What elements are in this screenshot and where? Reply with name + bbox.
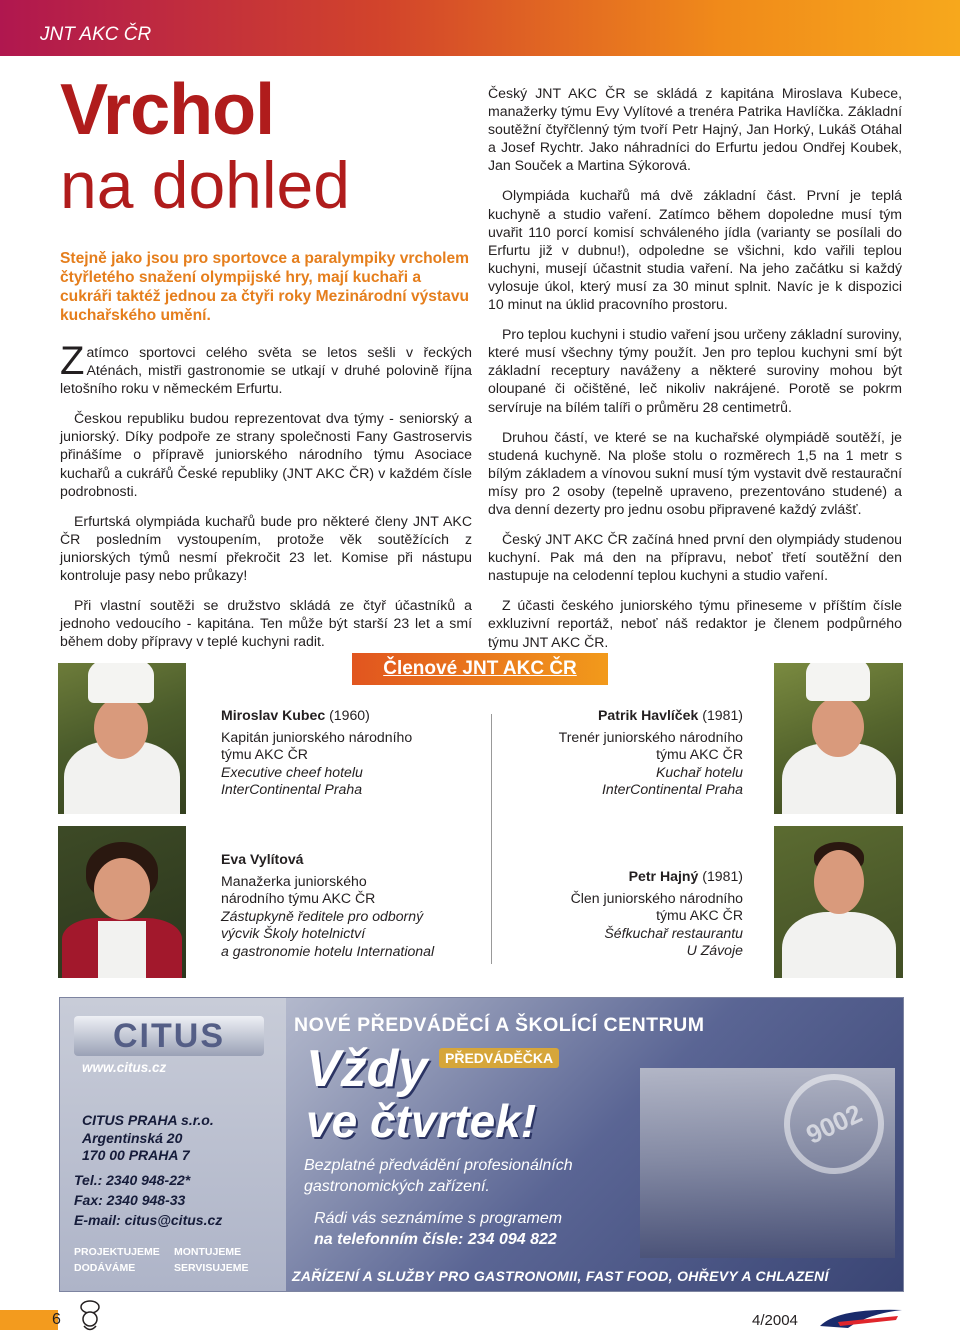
ad-company-name: CITUS PRAHA s.r.o. — [82, 1112, 214, 1128]
member-job: výcvik Školy hotelnictví — [221, 925, 366, 942]
member-role: Kapitán juniorského národního — [221, 728, 413, 745]
white-shirt — [98, 921, 146, 978]
ad-call — [314, 1208, 562, 1250]
member-job: U Závoje — [686, 942, 743, 959]
member-year: (1960) — [329, 707, 370, 723]
citus-logo: CITUS — [74, 1016, 264, 1056]
face — [94, 697, 148, 759]
article-lead: Stejně jako jsou pro sportovce a paralympiky vrcholem čtyřletého snažení olympijské hry, mají kuchaři a cukráři taktéž jednou za čtyři roky Mezinárodní výstavu kuchařského umění. — [60, 250, 470, 324]
member-job: InterContinental Praha — [601, 781, 743, 798]
member-year: (1981) — [702, 707, 743, 723]
member-role: Člen juniorského národního — [570, 889, 743, 906]
photo-eva-vylitova — [58, 826, 186, 978]
paragraph: Pro teplou kuchyni i studio vaření jsou určeny základní suroviny, které musí všechny týmy použít. Jen pro teplou kuchyni smí být základní receptury naváženy a některé suroviny mohou být oloupané či očištěné, leč nikoliv nakrájené. Porotě se pokrm servíruje na bílém talíři o průměru 28 centimetrů. — [488, 326, 902, 415]
ad-service: PROJEKTUJEME — [74, 1246, 160, 1258]
chef-hat — [806, 663, 870, 701]
ad-tel: Tel.: 2340 948-22* — [74, 1172, 191, 1188]
page-number-bar — [0, 1310, 58, 1330]
face — [812, 697, 864, 757]
member-year: (1981) — [702, 868, 743, 884]
ad-street: Argentinská 20 — [82, 1129, 183, 1146]
member-name: Miroslav Kubec — [221, 707, 326, 723]
section-label: JNT AKC ČR — [40, 24, 152, 45]
ad-contact — [74, 1170, 222, 1230]
ad-email: E-mail: citus@citus.cz — [74, 1212, 223, 1228]
member-role: týmu AKC ČR — [221, 746, 308, 763]
ad-services — [74, 1244, 274, 1276]
member-name: Petr Hajný — [628, 868, 699, 884]
member-card-vylitova — [221, 851, 481, 961]
member-job: Zástupkyně ředitele pro odborný — [221, 907, 424, 924]
paragraph: Erfurtská olympiáda kuchařů bude pro některé členy JNT AKC ČR posledním vystoupením, protože věk soutěžících z juniorských týmů nesmí překročit 23 let. Komise při nástupu kontroluje pasy nebo průkazy! — [60, 512, 472, 584]
ad-service: MONTUJEME — [174, 1246, 242, 1258]
ad-badge: PŘEDVÁDĚČKA — [439, 1048, 559, 1068]
ad-headline: NOVÉ PŘEDVÁDĚCÍ A ŠKOLÍCÍ CENTRUM — [294, 1014, 705, 1036]
iso-stamp: 9002 — [768, 1058, 901, 1191]
ad-city: 170 00 PRAHA 7 — [82, 1147, 190, 1163]
issue-number: 4/2004 — [752, 1312, 798, 1329]
citus-advertisement — [59, 997, 904, 1292]
member-role: národního týmu AKC ČR — [221, 890, 376, 907]
chef-hat — [88, 663, 154, 703]
ad-call-line: na telefonním čísle: 234 094 822 — [314, 1231, 557, 1248]
member-role: týmu AKC ČR — [656, 746, 743, 763]
member-job: InterContinental Praha — [221, 781, 363, 798]
chef-mascot-icon — [78, 1300, 102, 1334]
member-job: a gastronomie hotelu International — [221, 942, 435, 959]
photo-miroslav-kubec — [58, 663, 186, 814]
member-name: Patrik Havlíček — [598, 707, 699, 723]
ad-website: www.citus.cz — [82, 1060, 167, 1075]
ad-call-line: Rádi vás seznámíme s programem — [314, 1210, 563, 1227]
ad-slogan-line2: ve čtvrtek! — [306, 1095, 537, 1147]
drop-cap: Z — [60, 339, 85, 383]
member-role: Trenér juniorského národního — [558, 728, 743, 745]
section-header-bar — [0, 0, 960, 56]
page-number: 6 — [52, 1311, 61, 1328]
ad-tagline — [304, 1155, 573, 1197]
divider — [491, 714, 492, 964]
paragraph-text: atímco sportovci celého světa se letos sešli v řeckých Aténách, mistři gastronomie se utkají v druhé polovině října letošního roku v německém Erfurtu. — [60, 344, 472, 397]
face — [814, 850, 864, 914]
member-card-kubec — [221, 707, 481, 799]
paragraph: Český JNT AKC ČR se skládá z kapitána Miroslava Kubece, manažerky týmu Evy Vylítové a trenéra Patrika Havlíčka. Základní soutěžní čtyřčlenný tým tvoří Petr Hajný, Jan Horký, Lukáš Otáhal a Josef Rychtr. Jako náhradníci do Erfurtu jedou Ondřej Koubek, Jan Souček a Martina Sýkorová. — [488, 85, 902, 174]
member-name: Eva Vylítová — [221, 851, 304, 867]
article-title-line1: Vrchol — [60, 70, 275, 150]
ad-fax: Fax: 2340 948-33 — [74, 1192, 186, 1208]
ad-slogan-line1: Vždy — [306, 1040, 428, 1098]
ad-company-address — [82, 1112, 214, 1165]
member-job: Kuchař hotelu — [656, 763, 743, 780]
ad-service: SERVISUJEME — [174, 1262, 249, 1274]
ad-tagline-line: Bezplatné předvádění profesionálních — [304, 1157, 573, 1174]
ad-footer: ZAŘÍZENÍ A SLUŽBY PRO GASTRONOMII, FAST FOOD, OHŘEVY A CHLAZENÍ — [292, 1268, 829, 1284]
photo-patrik-havlicek — [774, 663, 903, 814]
photo-petr-hajny — [774, 826, 903, 978]
member-job: Executive cheef hotelu — [221, 763, 363, 780]
paragraph — [60, 339, 472, 397]
member-card-hajny — [500, 868, 743, 960]
paragraph: Při vlastní soutěži se družstvo skládá ze čtyř účastníků a jednoho vedoucího - kapitána. Ten může být starší 23 let a smí během doby přípravy v teplé kuchyni radit. — [60, 597, 472, 650]
paragraph: Český JNT AKC ČR začíná hned první den olympiády studenou kuchyní. Pak má den na přípravu, neboť třetí soutěžní den nastupuje na celodenní teplou kuchyni a studio vaření. — [488, 531, 902, 584]
paragraph: Z účasti českého juniorského týmu přineseme v příštím čísle exkluzivní reportáž, neboť náš redaktor je členem podpůrného týmu JNT AKC ČR. — [488, 597, 902, 650]
chef-jacket — [782, 912, 896, 978]
paragraph: Olympiáda kuchařů má dvě základní část. První je teplá kuchyně a studio vaření. Zatímco během dopoledne musí tým uvařit 110 porcí komisí schváleného jídla (varianty se posílali do Erfurtu již v dubnu!), odpoledne se všichni, kdo vařili teplou kuchyni, musejí účastnit studia vaření. Na jeho začátku si každý vylosuje úkol, který musí za 30 minut splnit. Navíc je k dispozici 10 minut na úklid pracovního prostoru. — [488, 187, 902, 313]
paragraph: Českou republiku budou reprezentovat dva týmy - seniorský a juniorský. Díky podpoře ze strany společnosti Fany Gastroservis přinášíme o přípravě juniorského národního týmu Asociace kuchařů a cukrářů České republiky (JNT AKC ČR) v každém čísle podrobnosti. — [60, 410, 472, 499]
ad-tagline-line: gastronomických zařízení. — [304, 1178, 490, 1195]
fany-logo-icon — [818, 1306, 904, 1330]
ad-service: DODÁVÁME — [74, 1262, 136, 1274]
article-column-2 — [488, 84, 902, 663]
member-role: Manažerka juniorského — [221, 872, 367, 889]
article-title-line2: na dohled — [60, 148, 350, 222]
article-column-1 — [60, 339, 472, 662]
face — [94, 858, 150, 920]
member-job: Šéfkuchař restaurantu — [604, 924, 743, 941]
members-section-title: Členové JNT AKC ČR — [352, 653, 608, 685]
member-role: týmu AKC ČR — [656, 907, 743, 924]
paragraph: Druhou částí, ve které se na kuchařské olympiádě soutěží, je studená kuchyně. Na ploše stolu o rozměrech 1,5 na 1 metr s bílým základem a vínovou sukní musí tým vystavit dvě restaurační mísy pro 2 osoby (tepelně upraveno, prezentováno studené) a dva denní dezerty pro jednu osobu připravené každý zvlášť. — [488, 428, 902, 517]
member-card-havlicek — [500, 707, 743, 799]
